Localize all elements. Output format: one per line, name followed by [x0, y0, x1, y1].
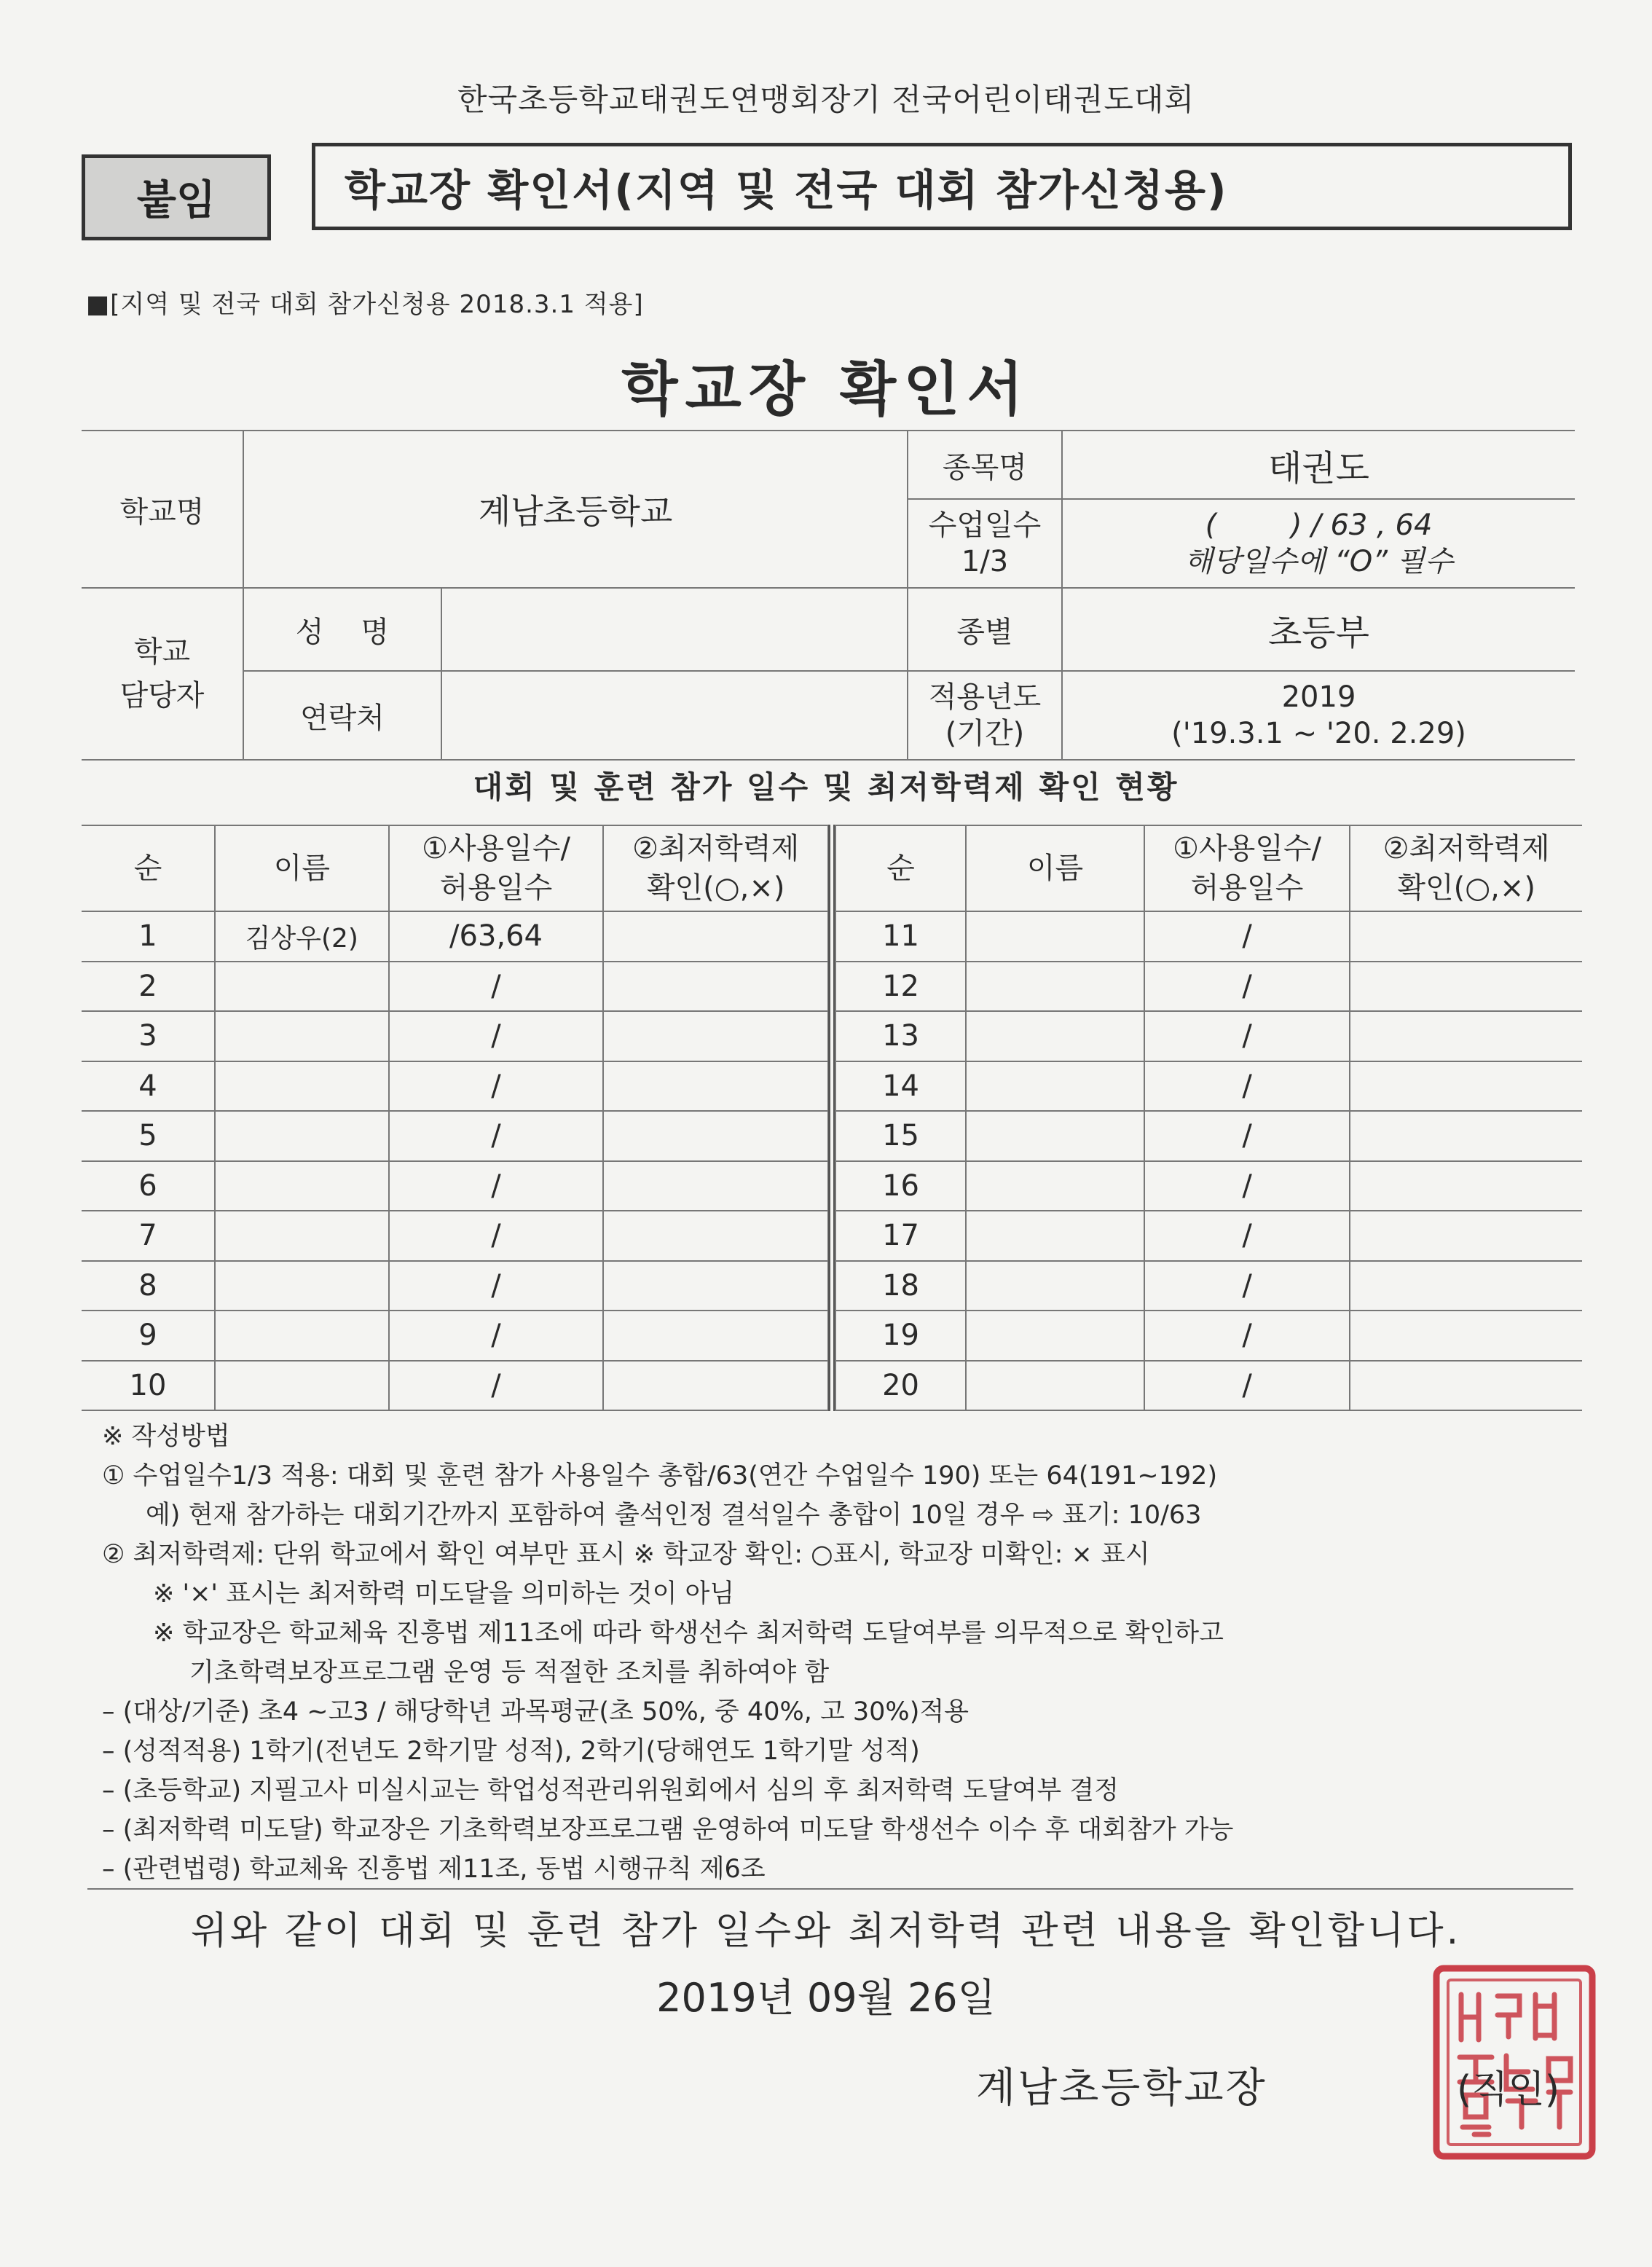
cell-check [1350, 1111, 1582, 1161]
cell-check [603, 962, 828, 1012]
cell-name [966, 911, 1144, 962]
col-days-2: 허용일수 [1190, 871, 1304, 905]
detail-grades: – (성적적용) 1학기(전년도 2학기말 성적), 2학기(당해연도 1학기말 성적) [102, 1737, 920, 1766]
cell-seq: 16 [835, 1161, 966, 1211]
participation-list [82, 825, 1582, 1411]
confirmation-statement: 위와 같이 대회 및 훈련 참가 일수와 최저학력 관련 내용을 확인합니다. [190, 1909, 1462, 1953]
table-row [82, 1261, 828, 1311]
col-name: 이름 [966, 825, 1144, 911]
cell-days: / [389, 1361, 604, 1411]
table-row [835, 1311, 1582, 1361]
cell-name [966, 1211, 1144, 1261]
principal-signature: 계남초등학교장 [976, 2064, 1267, 2112]
cell-days: / [1144, 1011, 1350, 1061]
detail-target: – (대상/기준) 초4 ~고3 / 해당학년 과목평균(초 50%, 중 40%, 고 30%)적용 [102, 1697, 969, 1726]
cell-check [1350, 1211, 1582, 1261]
participation-table-left [82, 825, 829, 1411]
cell-name [966, 1311, 1144, 1361]
cell-seq: 9 [82, 1311, 215, 1361]
cell-check [603, 1211, 828, 1261]
seal-label: (직인) [1457, 2068, 1560, 2112]
cell-check [603, 1261, 828, 1311]
cell-days: /63,64 [389, 911, 604, 962]
table-row [835, 911, 1582, 962]
cell-name [215, 1061, 389, 1112]
table-row [82, 1111, 828, 1161]
cell-name [966, 962, 1144, 1012]
document-title: 학교장 확인서 [621, 355, 1031, 423]
table-row [82, 1211, 828, 1261]
cell-check [1350, 911, 1582, 962]
table-row [835, 1061, 1582, 1112]
cell-name [966, 1011, 1144, 1061]
cell-days: / [389, 962, 604, 1012]
detail-law: – (관련법령) 학교체육 진흥법 제11조, 동법 시행규칙 제6조 [102, 1855, 766, 1884]
cell-name [966, 1261, 1144, 1311]
cell-seq: 6 [82, 1161, 215, 1211]
col-days-2: 허용일수 [439, 871, 553, 905]
table-row [82, 1161, 828, 1211]
table-row [835, 1161, 1582, 1211]
instruction-1: ① 수업일수1/3 적용: 대회 및 훈련 참가 사용일수 총합/63(연간 수업일수 190) 또는 64(191~192) [102, 1461, 1218, 1490]
col-seq: 순 [82, 825, 215, 911]
col-days-1: ①사용일수/ [1173, 832, 1322, 865]
manager-name-label: 성 명 [243, 588, 441, 671]
cell-seq: 3 [82, 1011, 215, 1061]
cell-check [603, 1161, 828, 1211]
cell-name [215, 1311, 389, 1361]
cell-check [1350, 1011, 1582, 1061]
cell-seq: 13 [835, 1011, 966, 1061]
cell-name [966, 1111, 1144, 1161]
form-title: 학교장 확인서(지역 및 전국 대회 참가신청용) [312, 143, 1572, 230]
cell-days: / [1144, 962, 1350, 1012]
class-days-value [1062, 499, 1575, 588]
table-row [82, 1361, 828, 1411]
cell-name [215, 1011, 389, 1061]
cell-seq: 8 [82, 1261, 215, 1311]
table-row [82, 1011, 828, 1061]
cell-days: / [389, 1161, 604, 1211]
table-row [835, 1261, 1582, 1311]
year-label-1: 적용년도 [928, 680, 1042, 714]
instructions-heading: ※ 작성방법 [102, 1422, 230, 1451]
application-note: ■[지역 및 전국 대회 참가신청용 2018.3.1 적용] [86, 290, 644, 319]
col-days [1144, 825, 1350, 911]
col-min-1: ②최저학력제 [632, 832, 800, 865]
attachment-tag: 붙임 [82, 154, 271, 240]
instruction-2-note-c: 기초학력보장프로그램 운영 등 적절한 조치를 취하여야 함 [189, 1658, 830, 1687]
sport-value: 태권도 [1062, 431, 1575, 499]
cell-seq: 2 [82, 962, 215, 1012]
status-section-title: 대회 및 훈련 참가 일수 및 최저학력제 확인 현황 [473, 769, 1179, 805]
manager-label [82, 588, 243, 760]
cell-seq: 18 [835, 1261, 966, 1311]
division-value: 초등부 [1062, 588, 1575, 671]
cell-seq: 12 [835, 962, 966, 1012]
cell-name [215, 1161, 389, 1211]
cell-check [603, 1111, 828, 1161]
cell-seq: 7 [82, 1211, 215, 1261]
col-days [389, 825, 604, 911]
writing-instructions [102, 1417, 1595, 1889]
col-seq: 순 [835, 825, 966, 911]
manager-contact-label: 연락처 [243, 671, 441, 760]
cell-seq: 20 [835, 1361, 966, 1411]
school-label: 학교명 [82, 431, 243, 588]
cell-days: / [389, 1011, 604, 1061]
cell-days: / [389, 1211, 604, 1261]
cell-check [1350, 1361, 1582, 1411]
cell-name [966, 1361, 1144, 1411]
col-name: 이름 [215, 825, 389, 911]
cell-check [1350, 1311, 1582, 1361]
year-label-2: (기간) [945, 717, 1025, 750]
table-row [82, 1061, 828, 1112]
cell-days: / [1144, 1261, 1350, 1311]
cell-days: / [1144, 1361, 1350, 1411]
cell-seq: 5 [82, 1111, 215, 1161]
school-value: 계남초등학교 [243, 431, 908, 588]
cell-days: / [1144, 1061, 1350, 1112]
manager-name-value [441, 588, 908, 671]
year-value-2: ('19.3.1 ~ '20. 2.29) [1171, 717, 1466, 750]
cell-check [603, 1011, 828, 1061]
cell-name [215, 962, 389, 1012]
cell-name [215, 1211, 389, 1261]
cell-name [966, 1161, 1144, 1211]
table-row [835, 1211, 1582, 1261]
cell-days: / [1144, 1311, 1350, 1361]
col-min-2: 확인(○,×) [1397, 871, 1535, 905]
instruction-2: ② 최저학력제: 단위 학교에서 확인 여부만 표시 ※ 학교장 확인: ○표시, 학교장 미확인: × 표시 [102, 1540, 1150, 1569]
class-days-label [908, 499, 1062, 588]
class-days-instruction: 해당일수에 “O” 필수 [1184, 545, 1453, 578]
cell-name [215, 1111, 389, 1161]
cell-name [215, 1261, 389, 1311]
col-days-1: ①사용일수/ [422, 832, 570, 865]
sport-label: 종목명 [908, 431, 1062, 499]
class-days-label-2: 1/3 [961, 545, 1009, 578]
cell-check [603, 911, 828, 962]
cell-seq: 15 [835, 1111, 966, 1161]
table-row [82, 962, 828, 1012]
col-min-2: 확인(○,×) [646, 871, 785, 905]
table-row [82, 911, 828, 962]
year-value [1062, 671, 1575, 760]
col-min-level [603, 825, 828, 911]
manager-contact-value [441, 671, 908, 760]
cell-days: / [389, 1261, 604, 1311]
cell-days: / [1144, 911, 1350, 962]
cell-days: / [389, 1111, 604, 1161]
division-label: 종별 [908, 588, 1062, 671]
class-days-fraction: ( ) / 63 , 64 [1205, 508, 1433, 542]
event-title: 한국초등학교태권도연맹회장기 전국어린이태권도대회 [457, 82, 1195, 117]
table-row [835, 1111, 1582, 1161]
col-min-level [1350, 825, 1582, 911]
cell-check [1350, 1161, 1582, 1211]
instruction-1-example: 예) 현재 참가하는 대회기간까지 포함하여 출석인정 결석일수 총합이 10일 경우 ⇨ 표기: 10/63 [146, 1501, 1202, 1530]
cell-name [966, 1061, 1144, 1112]
table-row [835, 962, 1582, 1012]
school-info-table [82, 430, 1575, 761]
manager-label-2: 담당자 [119, 679, 205, 712]
cell-days: / [389, 1061, 604, 1112]
cell-seq: 1 [82, 911, 215, 962]
manager-label-1: 학교 [133, 635, 191, 669]
cell-days: / [1144, 1211, 1350, 1261]
col-min-1: ②최저학력제 [1382, 832, 1550, 865]
detail-not-reached: – (최저학력 미도달) 학교장은 기초학력보장프로그램 운영하여 미도달 학생선수 이수 후 대회참가 가능 [102, 1815, 1234, 1844]
cell-days: / [1144, 1161, 1350, 1211]
instruction-2-note-a: ※ '×' 표시는 최저학력 미도달을 의미하는 것이 아님 [153, 1579, 735, 1608]
table-row [835, 1361, 1582, 1411]
cell-check [1350, 1261, 1582, 1311]
cell-seq: 19 [835, 1311, 966, 1361]
cell-seq: 10 [82, 1361, 215, 1411]
table-row [835, 1011, 1582, 1061]
cell-check [1350, 1061, 1582, 1112]
cell-days: / [389, 1311, 604, 1361]
cell-check [1350, 962, 1582, 1012]
detail-elementary: – (초등학교) 지필고사 미실시교는 학업성적관리위원회에서 심의 후 최저학력 도달여부 결정 [102, 1776, 1119, 1805]
instruction-2-note-b: ※ 학교장은 학교체육 진흥법 제11조에 따라 학생선수 최저학력 도달여부를 의무적으로 확인하고 [153, 1619, 1224, 1648]
cell-check [603, 1361, 828, 1411]
participation-table-right [835, 825, 1582, 1411]
cell-seq: 11 [835, 911, 966, 962]
class-days-label-1: 수업일수 [928, 508, 1042, 542]
cell-seq: 14 [835, 1061, 966, 1112]
cell-seq: 17 [835, 1211, 966, 1261]
year-label [908, 671, 1062, 760]
year-value-1: 2019 [1281, 680, 1356, 714]
cell-days: / [1144, 1111, 1350, 1161]
cell-name [215, 1361, 389, 1411]
divider-line [87, 1888, 1573, 1890]
cell-check [603, 1061, 828, 1112]
table-row [82, 1311, 828, 1361]
issue-date: 2019년 09월 26일 [656, 1975, 996, 2021]
cell-name: 김상우(2) [215, 911, 389, 962]
cell-seq: 4 [82, 1061, 215, 1112]
cell-check [603, 1311, 828, 1361]
